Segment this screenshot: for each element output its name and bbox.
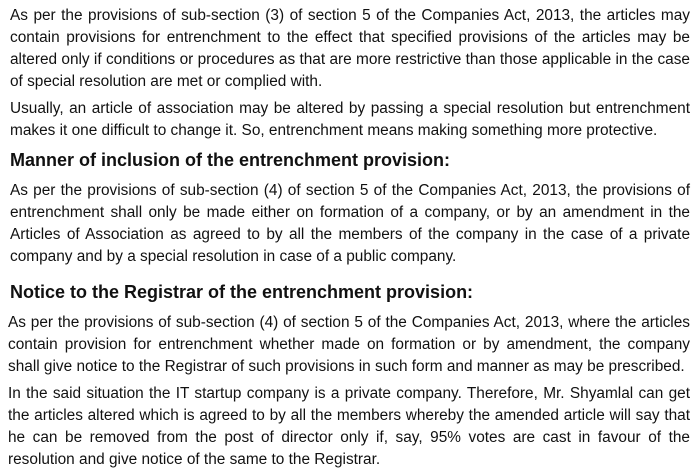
paragraph-manner-of-inclusion: As per the provisions of sub-section (4) of section 5 of the Companies Act, 2013, the provisions of entrenchment shall only be made either on formation of a company, or by an amendment in the Articles of Association as agreed to by all the members of the company in the case of a private company and by a special resolution in case of a public company. xyxy=(10,182,690,265)
heading-manner-of-inclusion: Manner of inclusion of the entrenchment provision: xyxy=(10,150,451,170)
heading-notice-to-registrar: Notice to the Registrar of the entrenchment provision: xyxy=(10,282,474,302)
paragraph-entrenchment-provisions: As per the provisions of sub-section (3) of section 5 of the Companies Act, 2013, the articles may contain provisions for entrenchment to the effect that specified provisions of the articles may be altered only if conditions or procedures as that are more restrictive than those applicable in the case of special resolution are met or complied with. xyxy=(10,7,690,90)
paragraph-it-startup-situation: In the said situation the IT startup company is a private company. Therefore, Mr. Shyamlal can get the articles altered which is agreed to by all the members whereby the amended article will say that he can be removed from the post of director only if, say, 95% votes are cast in favour of the resolution and give notice of the same to the Registrar. xyxy=(8,385,690,468)
paragraph-notice-to-registrar: As per the provisions of sub-section (4) of section 5 of the Companies Act, 2013, where the articles contain provision for entrenchment whether made on formation or by amendment, the company shall give notice to the Registrar of such provisions in such form and manner as may be prescribed. xyxy=(8,314,690,375)
paragraph-entrenchment-meaning: Usually, an article of association may be altered by passing a special resolution but entrenchment makes it one difficult to change it. So, entrenchment means making something more protective. xyxy=(10,100,690,139)
